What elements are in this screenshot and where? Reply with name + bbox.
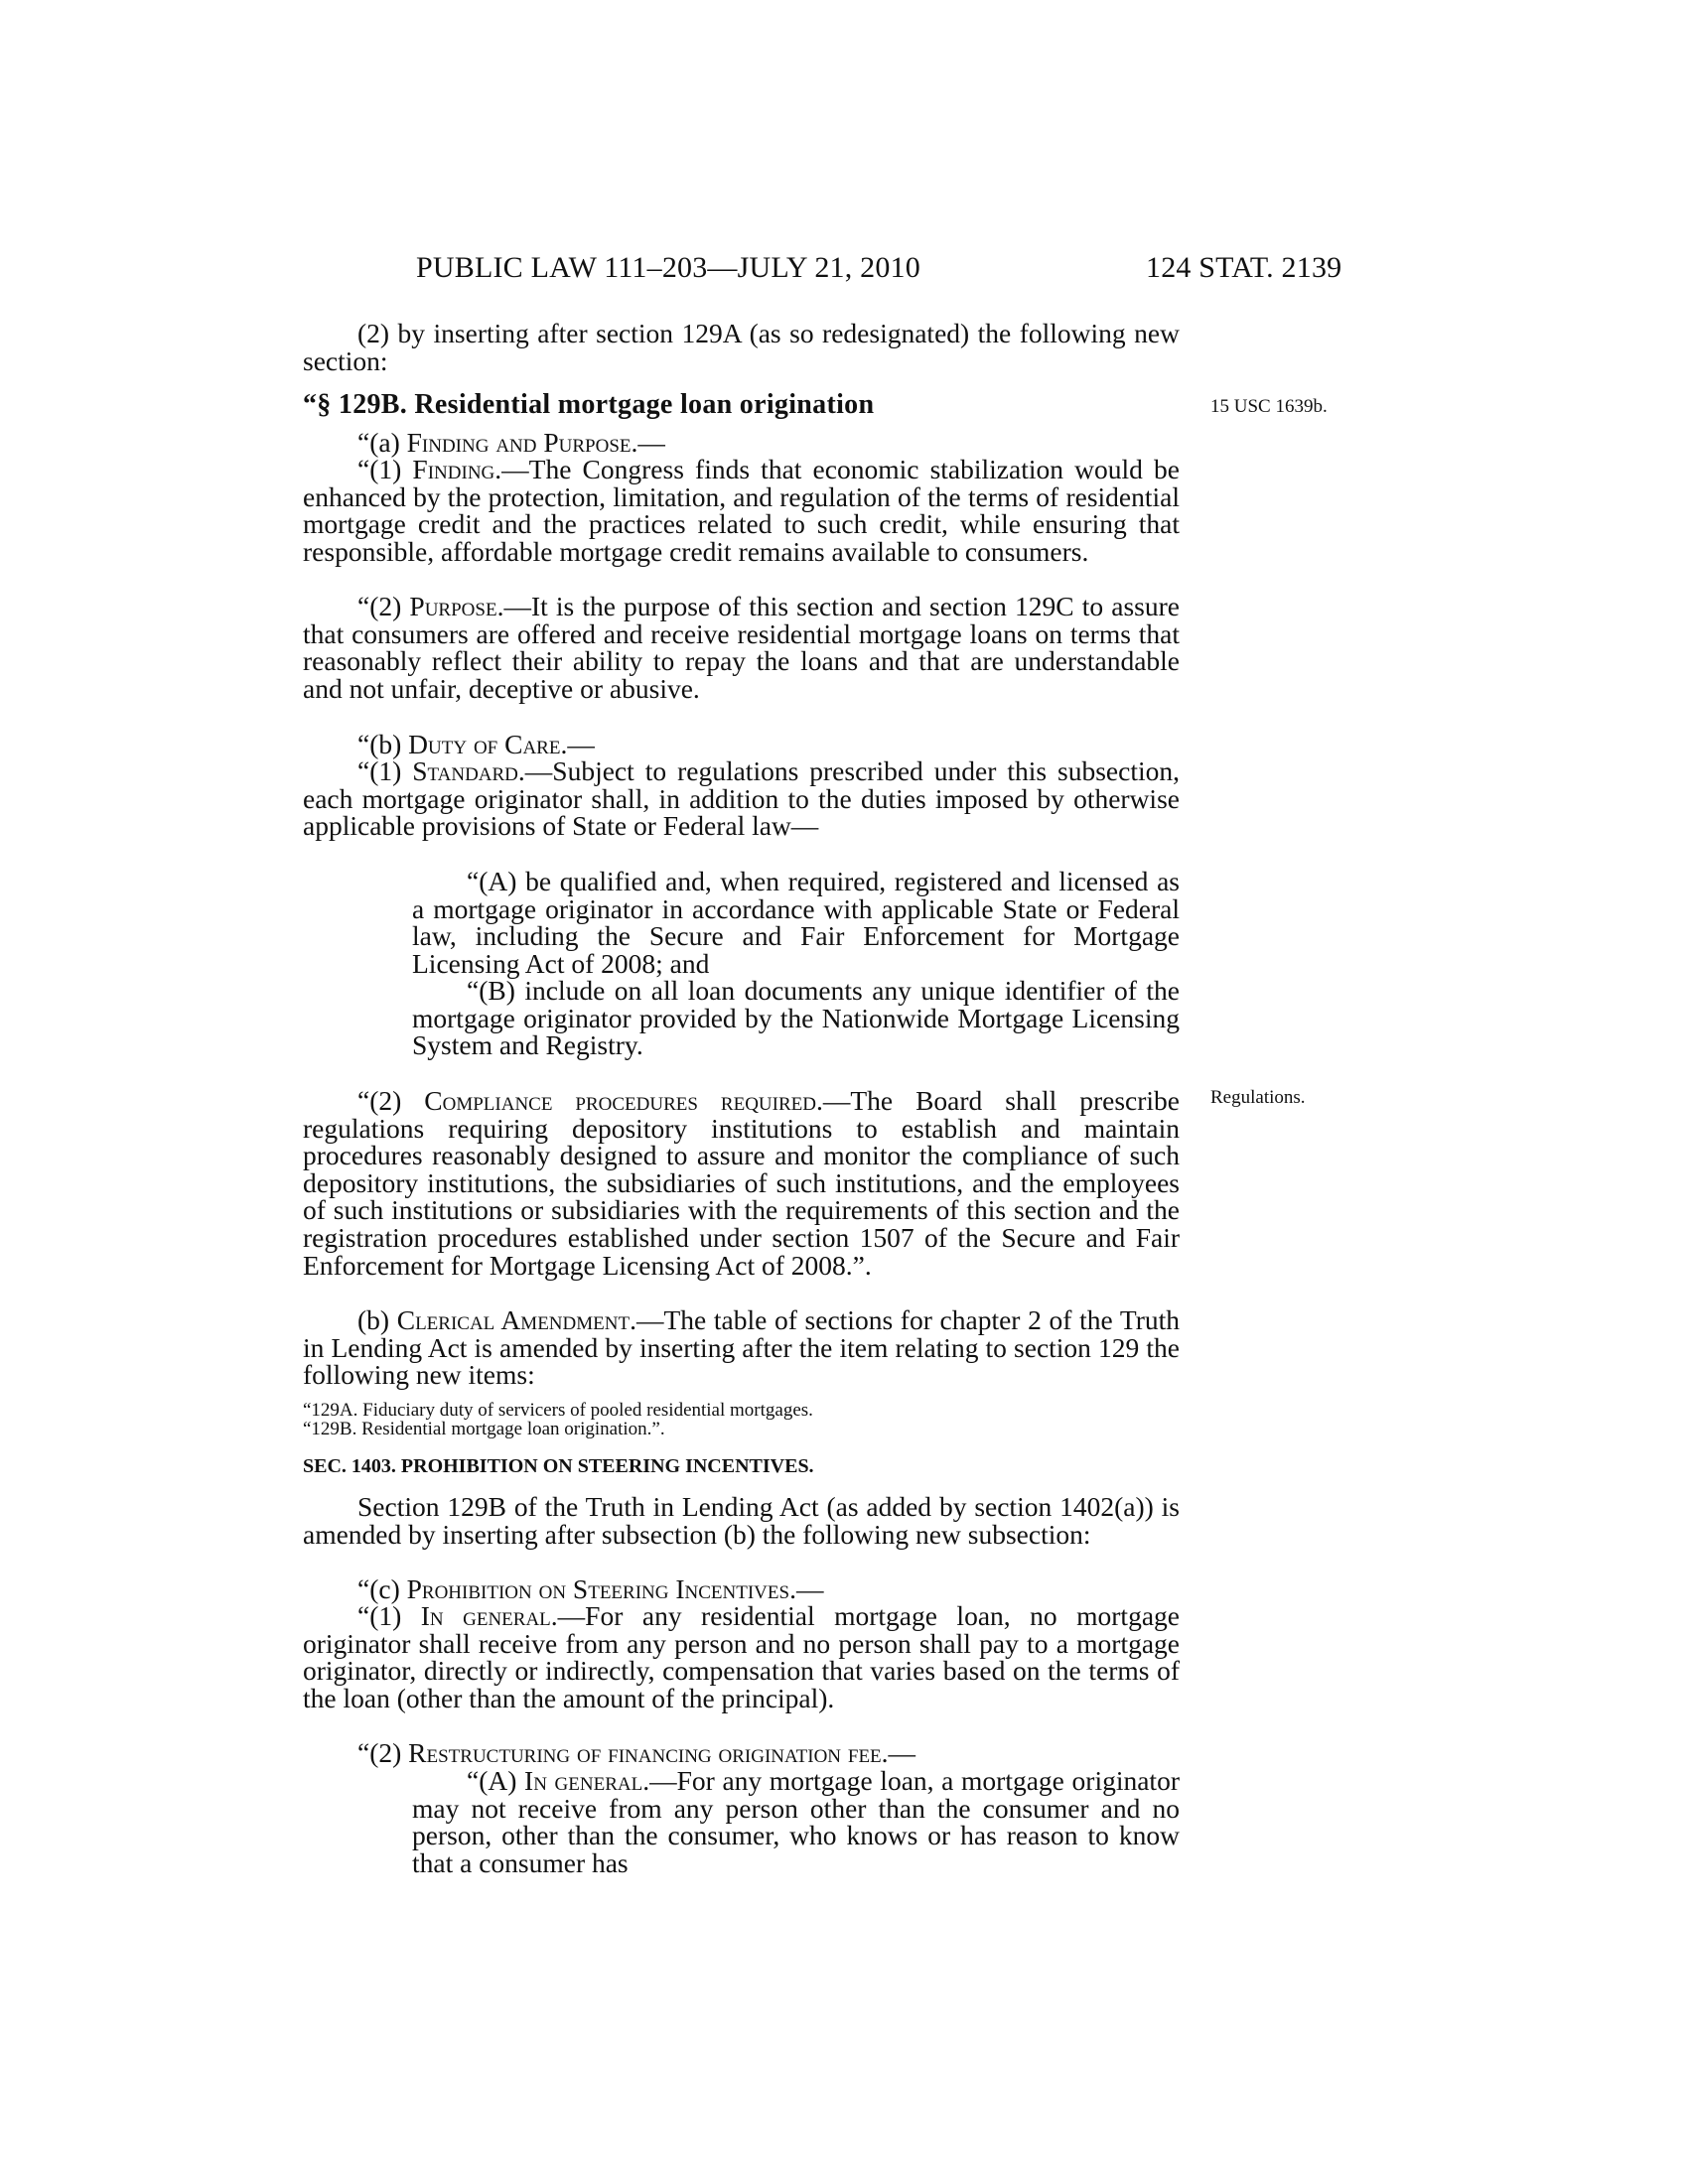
paragraph-c1: [303, 1602, 1180, 1711]
paragraph-a2: [303, 593, 1180, 702]
subparagraph-c2a-prefix: “(A): [467, 1765, 525, 1796]
subparagraph-b1a: “(A) be qualified and, when required, registered and licensed as a mortgage originator in accordance with applicable State or Federal law, including the Secure and Fair Enforcement for Mortgage Licensing Act of 2008; and: [412, 866, 1180, 979]
margin-note-usc: 15 USC 1639b.: [1210, 396, 1328, 417]
paragraph-b1-prefix: “(1): [357, 755, 413, 786]
paragraph-a2-prefix: “(2): [357, 591, 410, 621]
paragraph-a2-title: Purpose: [409, 591, 497, 621]
paragraph-a1-title: Finding: [412, 454, 495, 484]
paragraph-b1-text: .—Subject to regulations prescribed under this subsection, each mortgage originator shall, in addition to the duties imposed by otherwise applicable provisions of State or Federal law—: [303, 755, 1180, 842]
paragraph-a2-text: .—It is the purpose of this section and section 129C to assure that consumers are offered and receive residential mortgage loans on terms that reasonably reflect their ability to repay the loans and that are understandable and not unfair, deceptive or abusive.: [303, 591, 1180, 704]
page-reference: 124 STAT. 2139: [1146, 251, 1342, 284]
subsection-a-heading: [303, 429, 1180, 457]
paragraph-a1-text: .—The Congress finds that economic stabilization would be enhanced by the protection, limitation, and regulation of the terms of residential mortgage credit and the practices related to such credit, while ensuring that responsible, affordable mortgage credit remains available to consumers.: [303, 454, 1180, 567]
paragraph-c1-title: In general: [420, 1600, 551, 1631]
subsection-b-prefix: “(b): [357, 729, 409, 759]
clerical-amendment: [303, 1306, 1180, 1389]
paragraph-b2-text: .—The Board shall prescribe regulations requiring depository institutions to establish and maintain procedures reasonably designed to assure and monitor the compliance of such depository institutions, the subsidiaries of such institutions, and the employees of such institutions or subsidiaries with the requirements of this section and the registration procedures established under section 1507 of the Secure and Fair Enforcement for Mortgage Licensing Act of 2008.”.: [303, 1085, 1180, 1281]
clerical-amendment-title: Clerical Amendment: [396, 1304, 631, 1335]
paragraph-c2-title: Restructuring of financing origination fee: [408, 1737, 882, 1768]
running-head-title: PUBLIC LAW 111–203—JULY 21, 2010: [416, 251, 920, 284]
paragraph-b1: [303, 757, 1180, 840]
subparagraph-b1b: “(B) include on all loan documents any unique identifier of the mortgage originator provided by the Nationwide Mortgage Licensing System and Registry.: [412, 975, 1180, 1061]
toc-item-129a: “129A. Fiduciary duty of servicers of pooled residential mortgages.: [303, 1400, 813, 1421]
subsection-c-heading: [303, 1575, 1180, 1603]
paragraph-b2-prefix: “(2): [357, 1085, 425, 1116]
paragraph-c2-suffix: .—: [881, 1737, 916, 1768]
intro-paragraph: (2) by inserting after section 129A (as so redesignated) the following new section:: [303, 318, 1180, 376]
subsection-b-title: Duty of Care: [408, 729, 561, 759]
paragraph-c1-text: .—For any residential mortgage loan, no mortgage originator shall receive from any person and no person shall pay to a mortgage originator, directly or indirectly, compensation that varies based on the terms of the loan (other than the amount of the principal).: [303, 1600, 1180, 1713]
clerical-amendment-text: .—The table of sections for chapter 2 of the Truth in Lending Act is amended by inserting after the item relating to section 129 the following new items:: [303, 1304, 1180, 1391]
paragraph-c2-prefix: “(2): [357, 1737, 409, 1768]
subsection-c-title: Prohibition on Steering Incentives: [406, 1573, 790, 1604]
subparagraph-c2a-text: .—For any mortgage loan, a mortgage originator may not receive from any person other than the consumer and no person, other than the consumer, who knows or has reason to know that a consumer has: [412, 1765, 1180, 1878]
subparagraph-c2a-title: In general: [524, 1765, 643, 1796]
paragraph-b2-title: Compliance procedures required: [424, 1085, 816, 1116]
subsection-c-prefix: “(c): [357, 1573, 407, 1604]
toc-item-129b: “129B. Residential mortgage loan origination.”.: [303, 1419, 665, 1439]
subsection-a-title: Finding and Purpose: [406, 427, 632, 458]
margin-note-regulations: Regulations.: [1210, 1087, 1306, 1108]
paragraph-a1: [303, 456, 1180, 565]
paragraph-c1-prefix: “(1): [357, 1600, 421, 1631]
paragraph-b1-title: Standard: [412, 755, 518, 786]
subsection-a-prefix: “(a): [357, 427, 407, 458]
subsection-b-suffix: .—: [560, 729, 595, 759]
paragraph-b2: [303, 1087, 1180, 1279]
section-heading-129b: “§ 129B. Residential mortgage loan origination: [303, 389, 875, 420]
subparagraph-c2a: [412, 1767, 1180, 1876]
section-1403-intro: Section 129B of the Truth in Lending Act (as added by section 1402(a)) is amended by inserting after subsection (b) the following new subsection:: [303, 1491, 1180, 1550]
clerical-amendment-prefix: (b): [357, 1304, 397, 1335]
subsection-b-heading: [303, 731, 1180, 758]
section-1403-heading: SEC. 1403. PROHIBITION ON STEERING INCENTIVES.: [303, 1455, 814, 1477]
paragraph-a1-prefix: “(1): [357, 454, 413, 484]
subsection-a-suffix: .—: [631, 427, 665, 458]
subsection-c-suffix: .—: [789, 1573, 824, 1604]
paragraph-c2-heading: [303, 1739, 1180, 1767]
